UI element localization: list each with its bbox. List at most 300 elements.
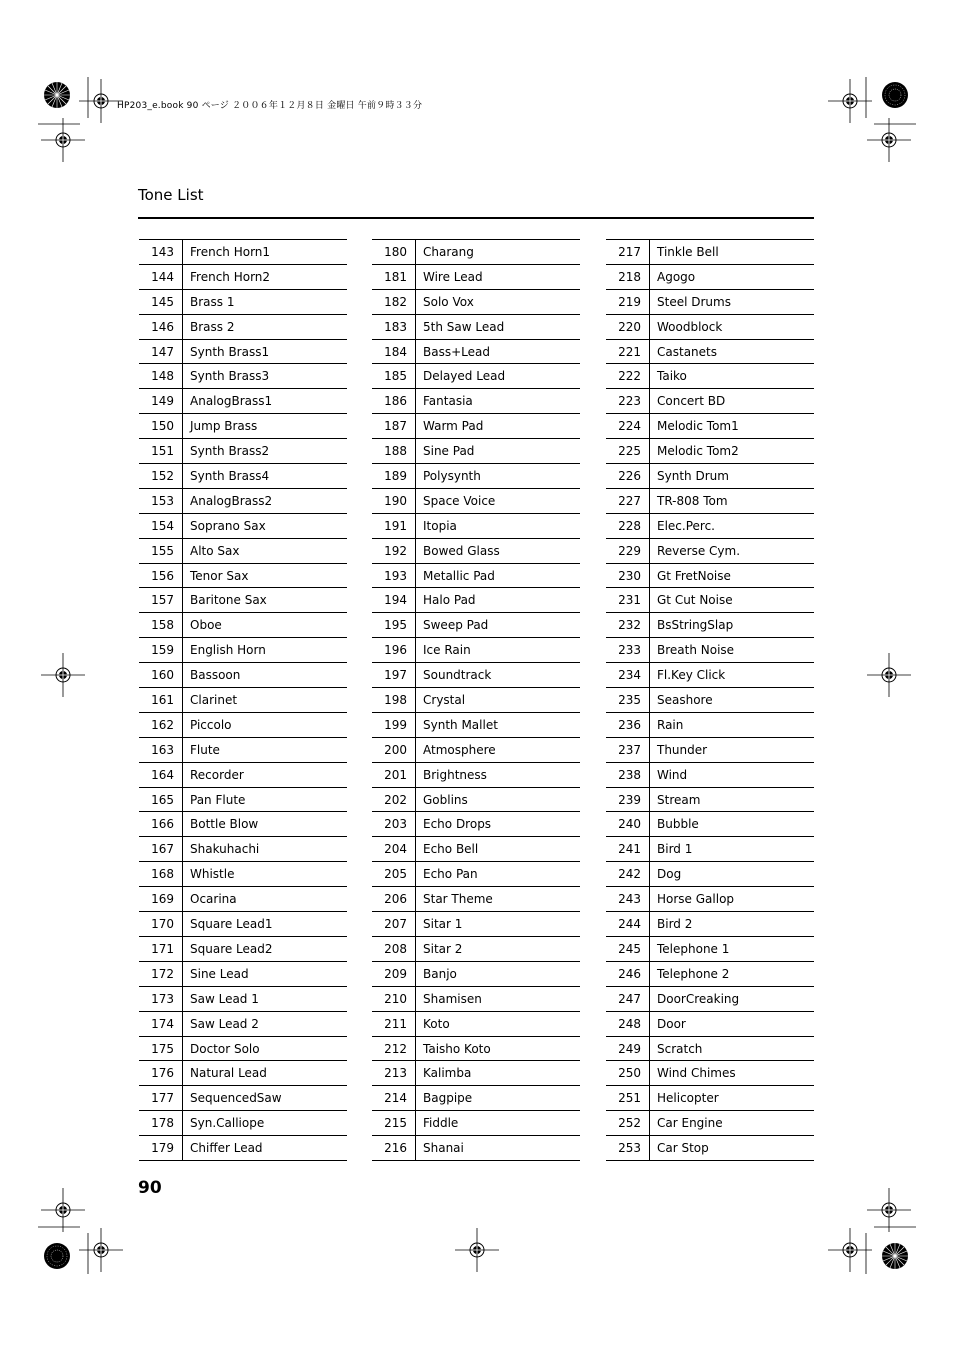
tone-name: Ice Rain	[423, 643, 471, 658]
tone-row	[372, 340, 580, 365]
tone-name: Breath Noise	[657, 643, 735, 658]
tone-row	[372, 265, 580, 290]
tone-name: French Horn1	[190, 245, 271, 259]
tone-row	[139, 862, 347, 887]
tone-name: Echo Bell	[423, 842, 479, 857]
tone-row	[606, 539, 814, 564]
tone-name: Flute	[190, 742, 220, 757]
tone-name: Sitar 2	[423, 941, 463, 956]
tone-name: Syn.Calliope	[190, 1116, 265, 1131]
tone-number: 149	[139, 389, 183, 413]
tone-row	[139, 763, 347, 788]
tone-row	[606, 862, 814, 887]
tone-row	[372, 588, 580, 613]
tone-name: Woodblock	[657, 319, 723, 334]
tone-row	[606, 613, 814, 638]
tone-number: 253	[606, 1136, 650, 1160]
tone-row	[606, 439, 814, 464]
tone-name: Synth Drum	[657, 469, 729, 484]
tone-row	[372, 638, 580, 663]
tone-name: Agogo	[657, 269, 696, 284]
tone-name: Scratch	[657, 1041, 703, 1056]
tone-name: Thunder	[657, 742, 708, 757]
tone-number: 224	[606, 414, 650, 438]
tone-row	[139, 1012, 347, 1037]
tone-number: 145	[139, 290, 183, 314]
tone-number: 215	[372, 1111, 416, 1135]
tone-row	[606, 315, 814, 340]
tone-number: 177	[139, 1086, 183, 1110]
tone-row	[139, 663, 347, 688]
tone-name: French Horn2	[190, 269, 271, 284]
tone-name: Oboe	[190, 618, 222, 633]
tone-name: English Horn	[190, 643, 266, 658]
tone-row	[606, 638, 814, 663]
tone-row	[139, 514, 347, 539]
tone-name: Taisho Koto	[423, 1041, 491, 1056]
tone-number: 181	[372, 265, 416, 289]
tone-row	[372, 837, 580, 862]
tone-name: Bassoon	[190, 668, 241, 683]
tone-name: Tinkle Bell	[657, 245, 719, 259]
tone-number: 157	[139, 588, 183, 612]
tone-name: Square Lead2	[190, 941, 273, 956]
tone-row	[372, 389, 580, 414]
tone-row	[372, 613, 580, 638]
tone-number: 182	[372, 290, 416, 314]
tone-name: Baritone Sax	[190, 593, 267, 608]
tone-row	[606, 788, 814, 813]
tone-name: Brass 2	[190, 319, 235, 334]
tone-number: 234	[606, 663, 650, 687]
tone-row	[139, 464, 347, 489]
tone-number: 183	[372, 315, 416, 339]
tone-number: 243	[606, 887, 650, 911]
tone-number: 231	[606, 588, 650, 612]
tone-row	[139, 588, 347, 613]
tone-number: 165	[139, 788, 183, 812]
tone-row	[606, 414, 814, 439]
tone-name: Synth Mallet	[423, 717, 498, 732]
tone-number: 252	[606, 1111, 650, 1135]
tone-name: Wire Lead	[423, 269, 483, 284]
tone-name: Kalimba	[423, 1066, 472, 1081]
tone-number: 154	[139, 514, 183, 538]
tone-row	[372, 240, 580, 265]
tone-row	[372, 564, 580, 589]
tone-number: 174	[139, 1012, 183, 1036]
tone-number: 184	[372, 340, 416, 364]
tone-row	[606, 564, 814, 589]
tone-name: Echo Pan	[423, 867, 478, 882]
tone-row	[606, 937, 814, 962]
tone-row	[372, 414, 580, 439]
tone-name: Banjo	[423, 966, 457, 981]
tone-number: 220	[606, 315, 650, 339]
tone-number: 152	[139, 464, 183, 488]
tone-name: Seashore	[657, 693, 713, 708]
tone-row	[139, 1037, 347, 1062]
tone-row	[372, 539, 580, 564]
tone-row	[139, 290, 347, 315]
tone-number: 245	[606, 937, 650, 961]
tone-row	[372, 663, 580, 688]
tone-name: Bass+Lead	[423, 344, 490, 359]
tone-name: Melodic Tom2	[657, 444, 739, 459]
tone-row	[606, 1012, 814, 1037]
tone-row	[139, 812, 347, 837]
tone-name: Atmosphere	[423, 742, 496, 757]
tone-name: Synth Brass3	[190, 369, 270, 384]
tone-name: Halo Pad	[423, 593, 476, 608]
tone-row	[372, 489, 580, 514]
tone-number: 213	[372, 1061, 416, 1085]
tone-name: Charang	[423, 245, 474, 259]
tone-number: 164	[139, 763, 183, 787]
tone-column-2	[372, 239, 580, 1161]
tone-number: 171	[139, 937, 183, 961]
tone-number: 219	[606, 290, 650, 314]
tone-row	[139, 315, 347, 340]
tone-row	[606, 962, 814, 987]
tone-number: 230	[606, 564, 650, 588]
tone-number: 228	[606, 514, 650, 538]
tone-number: 210	[372, 987, 416, 1011]
tone-number: 172	[139, 962, 183, 986]
tone-name: TR-808 Tom	[657, 493, 728, 508]
tone-number: 247	[606, 987, 650, 1011]
tone-number: 196	[372, 638, 416, 662]
tone-row	[606, 812, 814, 837]
tone-number: 250	[606, 1061, 650, 1085]
tone-number: 162	[139, 713, 183, 737]
tone-name: Gt FretNoise	[657, 568, 731, 583]
tone-name: SequencedSaw	[190, 1091, 282, 1106]
tone-name: Rain	[657, 717, 684, 732]
tone-name: Bowed Glass	[423, 543, 500, 558]
tone-name: Melodic Tom1	[657, 419, 739, 434]
tone-name: Fantasia	[423, 394, 473, 409]
tone-number: 153	[139, 489, 183, 513]
tone-number: 223	[606, 389, 650, 413]
tone-number: 190	[372, 489, 416, 513]
tone-number: 198	[372, 688, 416, 712]
tone-row	[606, 290, 814, 315]
tone-row	[139, 539, 347, 564]
tone-row	[606, 837, 814, 862]
tone-name: Delayed Lead	[423, 369, 506, 384]
tone-column-3	[606, 239, 814, 1161]
tone-row	[606, 713, 814, 738]
tone-number: 170	[139, 912, 183, 936]
tone-row	[139, 613, 347, 638]
tone-name: Crystal	[423, 693, 466, 708]
tone-name: Metallic Pad	[423, 568, 495, 583]
tone-name: Bird 2	[657, 917, 693, 932]
tone-name: Clarinet	[190, 693, 238, 708]
tone-number: 156	[139, 564, 183, 588]
tone-row	[139, 688, 347, 713]
tone-name: Gt Cut Noise	[657, 593, 733, 608]
tone-number: 236	[606, 713, 650, 737]
tone-number: 203	[372, 812, 416, 836]
tone-number: 191	[372, 514, 416, 538]
tone-name: Echo Drops	[423, 817, 492, 832]
tone-column-1	[139, 239, 347, 1161]
tone-name: Piccolo	[190, 717, 232, 732]
tone-name: Goblins	[423, 792, 468, 807]
tone-number: 233	[606, 638, 650, 662]
tone-number: 232	[606, 613, 650, 637]
tone-number: 168	[139, 862, 183, 886]
tone-number: 188	[372, 439, 416, 463]
tone-name: Bird 1	[657, 842, 693, 857]
tone-number: 204	[372, 837, 416, 861]
tone-name: Square Lead1	[190, 917, 273, 932]
tone-row	[139, 564, 347, 589]
tone-number: 206	[372, 887, 416, 911]
tone-name: Saw Lead 1	[190, 991, 259, 1006]
tone-number: 242	[606, 862, 650, 886]
tone-number: 175	[139, 1037, 183, 1061]
tone-row	[606, 364, 814, 389]
tone-name: Stream	[657, 792, 701, 807]
tone-name: Castanets	[657, 344, 717, 359]
tone-row	[372, 713, 580, 738]
tone-number: 189	[372, 464, 416, 488]
tone-number: 227	[606, 489, 650, 513]
tone-row	[606, 1086, 814, 1111]
tone-number: 180	[372, 240, 416, 264]
tone-name: BsStringSlap	[657, 618, 734, 633]
tone-number: 178	[139, 1111, 183, 1135]
tone-number: 209	[372, 962, 416, 986]
tone-name: Saw Lead 2	[190, 1016, 259, 1031]
tone-row	[606, 738, 814, 763]
tone-name: Recorder	[190, 767, 244, 782]
tone-row	[606, 489, 814, 514]
tone-row	[139, 439, 347, 464]
tone-number: 197	[372, 663, 416, 687]
tone-row	[372, 1086, 580, 1111]
tone-number: 246	[606, 962, 650, 986]
tone-row	[139, 1061, 347, 1086]
tone-name: Elec.Perc.	[657, 518, 715, 533]
tone-number: 222	[606, 364, 650, 388]
tone-name: Door	[657, 1016, 686, 1031]
tone-number: 185	[372, 364, 416, 388]
tone-row	[372, 937, 580, 962]
tone-row	[139, 713, 347, 738]
tone-row	[606, 265, 814, 290]
tone-number: 241	[606, 837, 650, 861]
tone-name: Space Voice	[423, 493, 496, 508]
tone-name: Shakuhachi	[190, 842, 260, 857]
tone-row	[139, 987, 347, 1012]
tone-name: Itopia	[423, 518, 457, 533]
tone-number: 151	[139, 439, 183, 463]
tone-number: 249	[606, 1037, 650, 1061]
tone-row	[139, 489, 347, 514]
tone-number: 211	[372, 1012, 416, 1036]
tone-name: Fiddle	[423, 1116, 459, 1131]
tone-row	[372, 1111, 580, 1136]
tone-number: 160	[139, 663, 183, 687]
file-header: HP203_e.book 90 ページ ２００６年１２月８日 金曜日 午前９時３３分	[117, 101, 423, 111]
tone-number: 229	[606, 539, 650, 563]
tone-row	[139, 414, 347, 439]
tone-number: 202	[372, 788, 416, 812]
tone-name: Bagpipe	[423, 1091, 473, 1106]
tone-name: Alto Sax	[190, 543, 240, 558]
tone-row	[372, 738, 580, 763]
tone-name: Shanai	[423, 1141, 464, 1156]
tone-number: 235	[606, 688, 650, 712]
tone-name: Synth Brass1	[190, 344, 270, 359]
tone-row	[372, 1012, 580, 1037]
tone-row	[606, 763, 814, 788]
tone-number: 167	[139, 837, 183, 861]
tone-number: 239	[606, 788, 650, 812]
tone-number: 248	[606, 1012, 650, 1036]
tone-row	[139, 638, 347, 663]
tone-row	[606, 1111, 814, 1136]
tone-name: Koto	[423, 1016, 450, 1031]
tone-row	[606, 688, 814, 713]
tone-row	[372, 1136, 580, 1161]
tone-row	[139, 837, 347, 862]
tone-row	[606, 389, 814, 414]
tone-number: 143	[139, 240, 183, 264]
tone-row	[139, 937, 347, 962]
tone-row	[372, 862, 580, 887]
tone-row	[606, 1037, 814, 1062]
tone-row	[372, 688, 580, 713]
tone-name: Natural Lead	[190, 1066, 267, 1081]
tone-number: 146	[139, 315, 183, 339]
tone-number: 163	[139, 738, 183, 762]
tone-name: Wind Chimes	[657, 1066, 736, 1081]
tone-row	[139, 389, 347, 414]
tone-row	[139, 1111, 347, 1136]
tone-name: Brass 1	[190, 294, 235, 309]
tone-name: Steel Drums	[657, 294, 731, 309]
tone-name: Star Theme	[423, 892, 493, 907]
tone-row	[372, 315, 580, 340]
tone-row	[372, 1037, 580, 1062]
tone-name: Horse Gallop	[657, 892, 735, 907]
tone-number: 186	[372, 389, 416, 413]
tone-row	[606, 1136, 814, 1161]
tone-row	[372, 464, 580, 489]
tone-number: 208	[372, 937, 416, 961]
tone-name: Helicopter	[657, 1091, 719, 1106]
tone-name: Dog	[657, 867, 682, 882]
tone-row	[139, 962, 347, 987]
tone-row	[139, 788, 347, 813]
tone-number: 193	[372, 564, 416, 588]
tone-row	[606, 514, 814, 539]
tone-number: 214	[372, 1086, 416, 1110]
tone-name: Telephone 2	[657, 966, 730, 981]
tone-row	[372, 1061, 580, 1086]
tone-number: 240	[606, 812, 650, 836]
tone-name: Car Engine	[657, 1116, 723, 1131]
tone-number: 225	[606, 439, 650, 463]
tone-name: Chiffer Lead	[190, 1141, 263, 1156]
tone-number: 192	[372, 539, 416, 563]
section-title: Tone List	[138, 186, 204, 204]
tone-number: 221	[606, 340, 650, 364]
tone-row	[372, 812, 580, 837]
tone-row	[139, 1086, 347, 1111]
tone-number: 150	[139, 414, 183, 438]
tone-number: 158	[139, 613, 183, 637]
tone-row	[139, 240, 347, 265]
tone-row	[139, 364, 347, 389]
tone-name: Warm Pad	[423, 419, 484, 434]
tone-name: Sitar 1	[423, 917, 463, 932]
tone-row	[606, 663, 814, 688]
tone-number: 159	[139, 638, 183, 662]
tone-number: 195	[372, 613, 416, 637]
tone-name: Doctor Solo	[190, 1041, 260, 1056]
tone-name: Reverse Cym.	[657, 543, 741, 558]
tone-number: 161	[139, 688, 183, 712]
tone-row	[606, 912, 814, 937]
tone-number: 200	[372, 738, 416, 762]
tone-name: Pan Flute	[190, 792, 246, 807]
tone-name: Whistle	[190, 867, 235, 882]
tone-name: Synth Brass2	[190, 444, 270, 459]
tone-name: Soundtrack	[423, 668, 492, 683]
tone-name: Solo Vox	[423, 294, 474, 309]
tone-name: Bubble	[657, 817, 699, 832]
tone-number: 155	[139, 539, 183, 563]
tone-number: 251	[606, 1086, 650, 1110]
page-number: 90	[138, 1178, 162, 1198]
tone-name: Concert BD	[657, 394, 726, 409]
tone-name: Fl.Key Click	[657, 668, 726, 683]
tone-name: AnalogBrass1	[190, 394, 273, 409]
tone-name: AnalogBrass2	[190, 493, 273, 508]
tone-number: 194	[372, 588, 416, 612]
tone-number: 169	[139, 887, 183, 911]
tone-name: Tenor Sax	[190, 568, 249, 583]
tone-name: Sine Pad	[423, 444, 475, 459]
tone-row	[606, 1061, 814, 1086]
tone-number: 217	[606, 240, 650, 264]
tone-number: 205	[372, 862, 416, 886]
tone-name: Taiko	[657, 369, 687, 384]
tone-number: 147	[139, 340, 183, 364]
tone-name: Wind	[657, 767, 688, 782]
tone-number: 144	[139, 265, 183, 289]
tone-row	[372, 364, 580, 389]
tone-row	[606, 987, 814, 1012]
tone-row	[606, 340, 814, 365]
tone-row	[372, 887, 580, 912]
tone-number: 238	[606, 763, 650, 787]
tone-number: 173	[139, 987, 183, 1011]
tone-number: 207	[372, 912, 416, 936]
tone-name: 5th Saw Lead	[423, 319, 505, 334]
tone-number: 212	[372, 1037, 416, 1061]
tone-row	[372, 439, 580, 464]
tone-number: 166	[139, 812, 183, 836]
tone-number: 148	[139, 364, 183, 388]
tone-name: Telephone 1	[657, 941, 730, 956]
